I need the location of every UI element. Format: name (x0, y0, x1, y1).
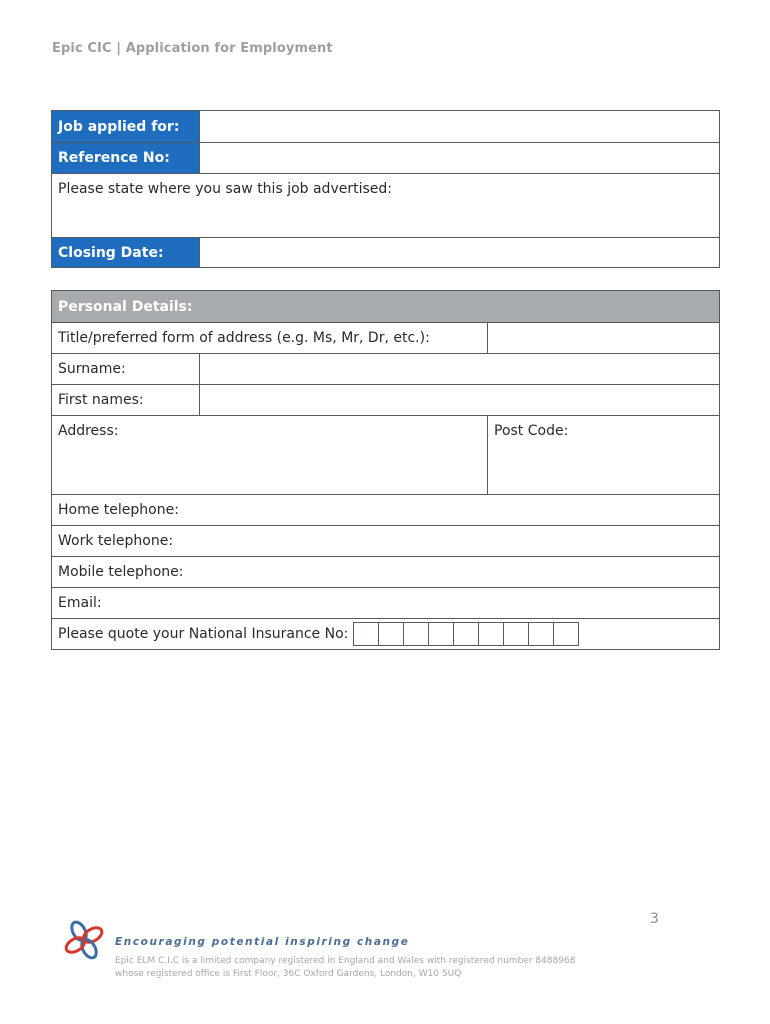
epic-flower-logo-icon (62, 918, 106, 962)
advertised-field[interactable] (52, 174, 720, 238)
registration-line-1: Epic ELM C.I.C is a limited company registered in England and Wales with registered number 8488968 (115, 956, 576, 966)
surname-label: Surname: (52, 354, 200, 385)
ni-row (52, 619, 720, 650)
job-applied-field[interactable] (200, 111, 720, 143)
title-label: Title/preferred form of address (e.g. Ms, Mr, Dr, etc.): (52, 323, 488, 354)
mobile-telephone-field[interactable] (52, 557, 720, 588)
post-code-label: Post Code: (494, 423, 569, 439)
job-applied-label: Job applied for: (52, 111, 200, 143)
ni-boxes (354, 622, 579, 646)
first-names-label: First names: (52, 385, 200, 416)
address-field[interactable] (52, 416, 488, 495)
closing-date-label: Closing Date: (52, 238, 200, 268)
registration-line-2: whose registered office is First Floor, 36C Oxford Gardens, London, W10 5UQ (115, 969, 462, 979)
mobile-telephone-label: Mobile telephone: (58, 564, 184, 580)
personal-details-table (51, 290, 720, 650)
work-telephone-label: Work telephone: (58, 533, 174, 549)
footer-tagline: Encouraging potential inspiring change (115, 936, 410, 948)
ni-digit-box[interactable] (378, 622, 404, 646)
personal-details-heading: Personal Details: (52, 291, 720, 323)
page-number: 3 (650, 911, 659, 927)
ni-digit-box[interactable] (353, 622, 379, 646)
ni-digit-box[interactable] (528, 622, 554, 646)
ni-digit-box[interactable] (453, 622, 479, 646)
home-telephone-label: Home telephone: (58, 502, 179, 518)
first-names-field[interactable] (200, 385, 720, 416)
ni-digit-box[interactable] (478, 622, 504, 646)
ni-digit-box[interactable] (503, 622, 529, 646)
post-code-field[interactable] (488, 416, 720, 495)
email-label: Email: (58, 595, 102, 611)
page-title: Epic CIC | Application for Employment (52, 41, 333, 56)
title-field[interactable] (488, 323, 720, 354)
job-details-table (51, 110, 720, 268)
ni-digit-box[interactable] (403, 622, 429, 646)
address-label: Address: (58, 423, 119, 439)
ni-digit-box[interactable] (428, 622, 454, 646)
reference-no-field[interactable] (200, 143, 720, 174)
footer-registration (115, 955, 575, 981)
home-telephone-field[interactable] (52, 495, 720, 526)
closing-date-field[interactable] (200, 238, 720, 268)
reference-no-label: Reference No: (52, 143, 200, 174)
surname-field[interactable] (200, 354, 720, 385)
work-telephone-field[interactable] (52, 526, 720, 557)
ni-label: Please quote your National Insurance No: (58, 626, 349, 642)
advertised-prompt: Please state where you saw this job advertised: (58, 181, 392, 197)
ni-digit-box[interactable] (553, 622, 579, 646)
email-field[interactable] (52, 588, 720, 619)
